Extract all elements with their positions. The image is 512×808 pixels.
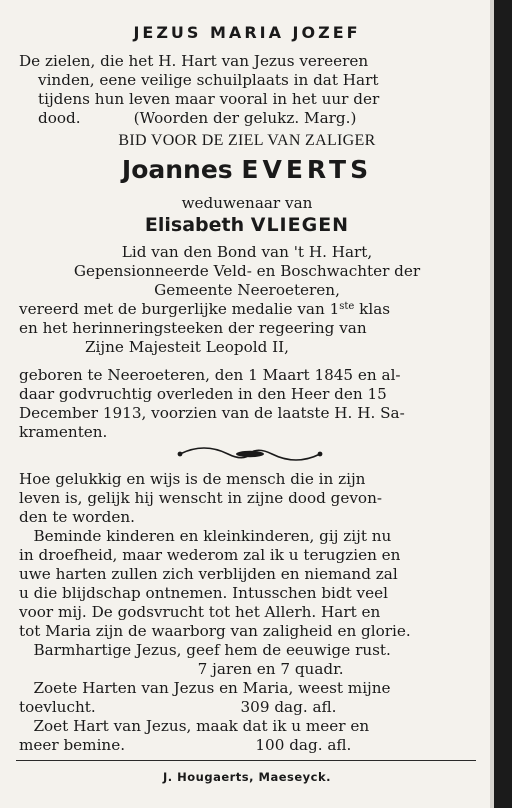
body-line: uwe harten zullen zich verblijden en niemand zal [19,565,398,583]
quote-line: dood. (Woorden der gelukz. Marg.) [38,109,357,127]
card-edge-shadow [494,0,512,808]
body-line: 7 jaren en 7 quadr. [19,660,344,678]
footer-rule [16,760,476,761]
spouse-name [0,214,494,236]
title-line: Gepensionneerde Veld- en Boschwachter der [73,262,421,280]
birth-death-line: geboren te Neeroeteren, den 1 Maart 1845 en al- [19,366,401,384]
heading: JEZUS MARIA JOZEF [133,23,361,42]
spouse-first-name: Elisabeth [144,214,245,236]
relation-line: weduwenaar van [181,194,313,212]
medal-text: vereerd met de burgerlijke medalie van 1 [19,300,340,318]
birth-death-line: daar godvruchtig overleden in den Heer den 15 [19,385,387,403]
body-line: Zoet Hart van Jezus, maak dat ik u meer en [19,717,370,735]
body-line: Barmhartige Jezus, geef hem de eeuwige rust. [19,641,391,659]
spouse-surname: VLIEGEN [250,214,350,236]
medal-line [19,300,390,318]
quote-line: tijdens hun leven maar vooral in het uur der [38,90,380,108]
body-line: tot Maria zijn de waarborg van zaligheid en glorie. [19,622,411,640]
body-line: den te worden. [19,508,135,526]
deceased-surname: EVERTS [241,155,373,184]
body-line: Zoete Harten van Jezus en Maria, weest mijne [19,679,391,697]
honour-line: Zijne Majesteit Leopold II, [85,338,290,356]
body-line: meer bemine. 100 dag. afl. [19,736,352,754]
body-line: in droefheid, maar wederom zal ik u terugzien en [19,546,401,564]
body-line: toevlucht. 309 dag. afl. [19,698,337,716]
body-line: voor mij. De godsvrucht tot het Allerh. Hart en [19,603,381,621]
deceased-first-name: Joannes [121,155,233,184]
birth-death-line: December 1913, voorzien van de laatste H. H. Sa- [19,404,405,422]
deceased-name [0,156,494,184]
body-line: Beminde kinderen en kleinkinderen, gij zijt nu [19,527,392,545]
title-line: Lid van den Bond van 't H. Hart, [121,243,373,261]
quote-line: De zielen, die het H. Hart van Jezus vereeren [19,52,369,70]
medal-class: klas [354,300,391,318]
honour-line: en het herinneringsteeken der regeering van [19,319,367,337]
body-line: Hoe gelukkig en wijs is de mensch die in zijn [19,470,366,488]
title-line: Gemeente Neeroeteren, [154,281,340,299]
printer-credit: J. Hougaerts, Maeseyck. [162,770,332,784]
prayer-line: BID VOOR DE ZIEL VAN ZALIGER [118,132,376,149]
birth-death-line: kramenten. [19,423,108,441]
medal-superscript: ste [339,301,355,312]
body-line: leven is, gelijk hij wenscht in zijne dood gevon- [19,489,382,507]
quote-line: vinden, eene veilige schuilplaats in dat Hart [38,71,379,89]
body-line: u die blijdschap ontnemen. Intusschen bidt veel [19,584,388,602]
ornament-divider-icon [176,444,324,464]
